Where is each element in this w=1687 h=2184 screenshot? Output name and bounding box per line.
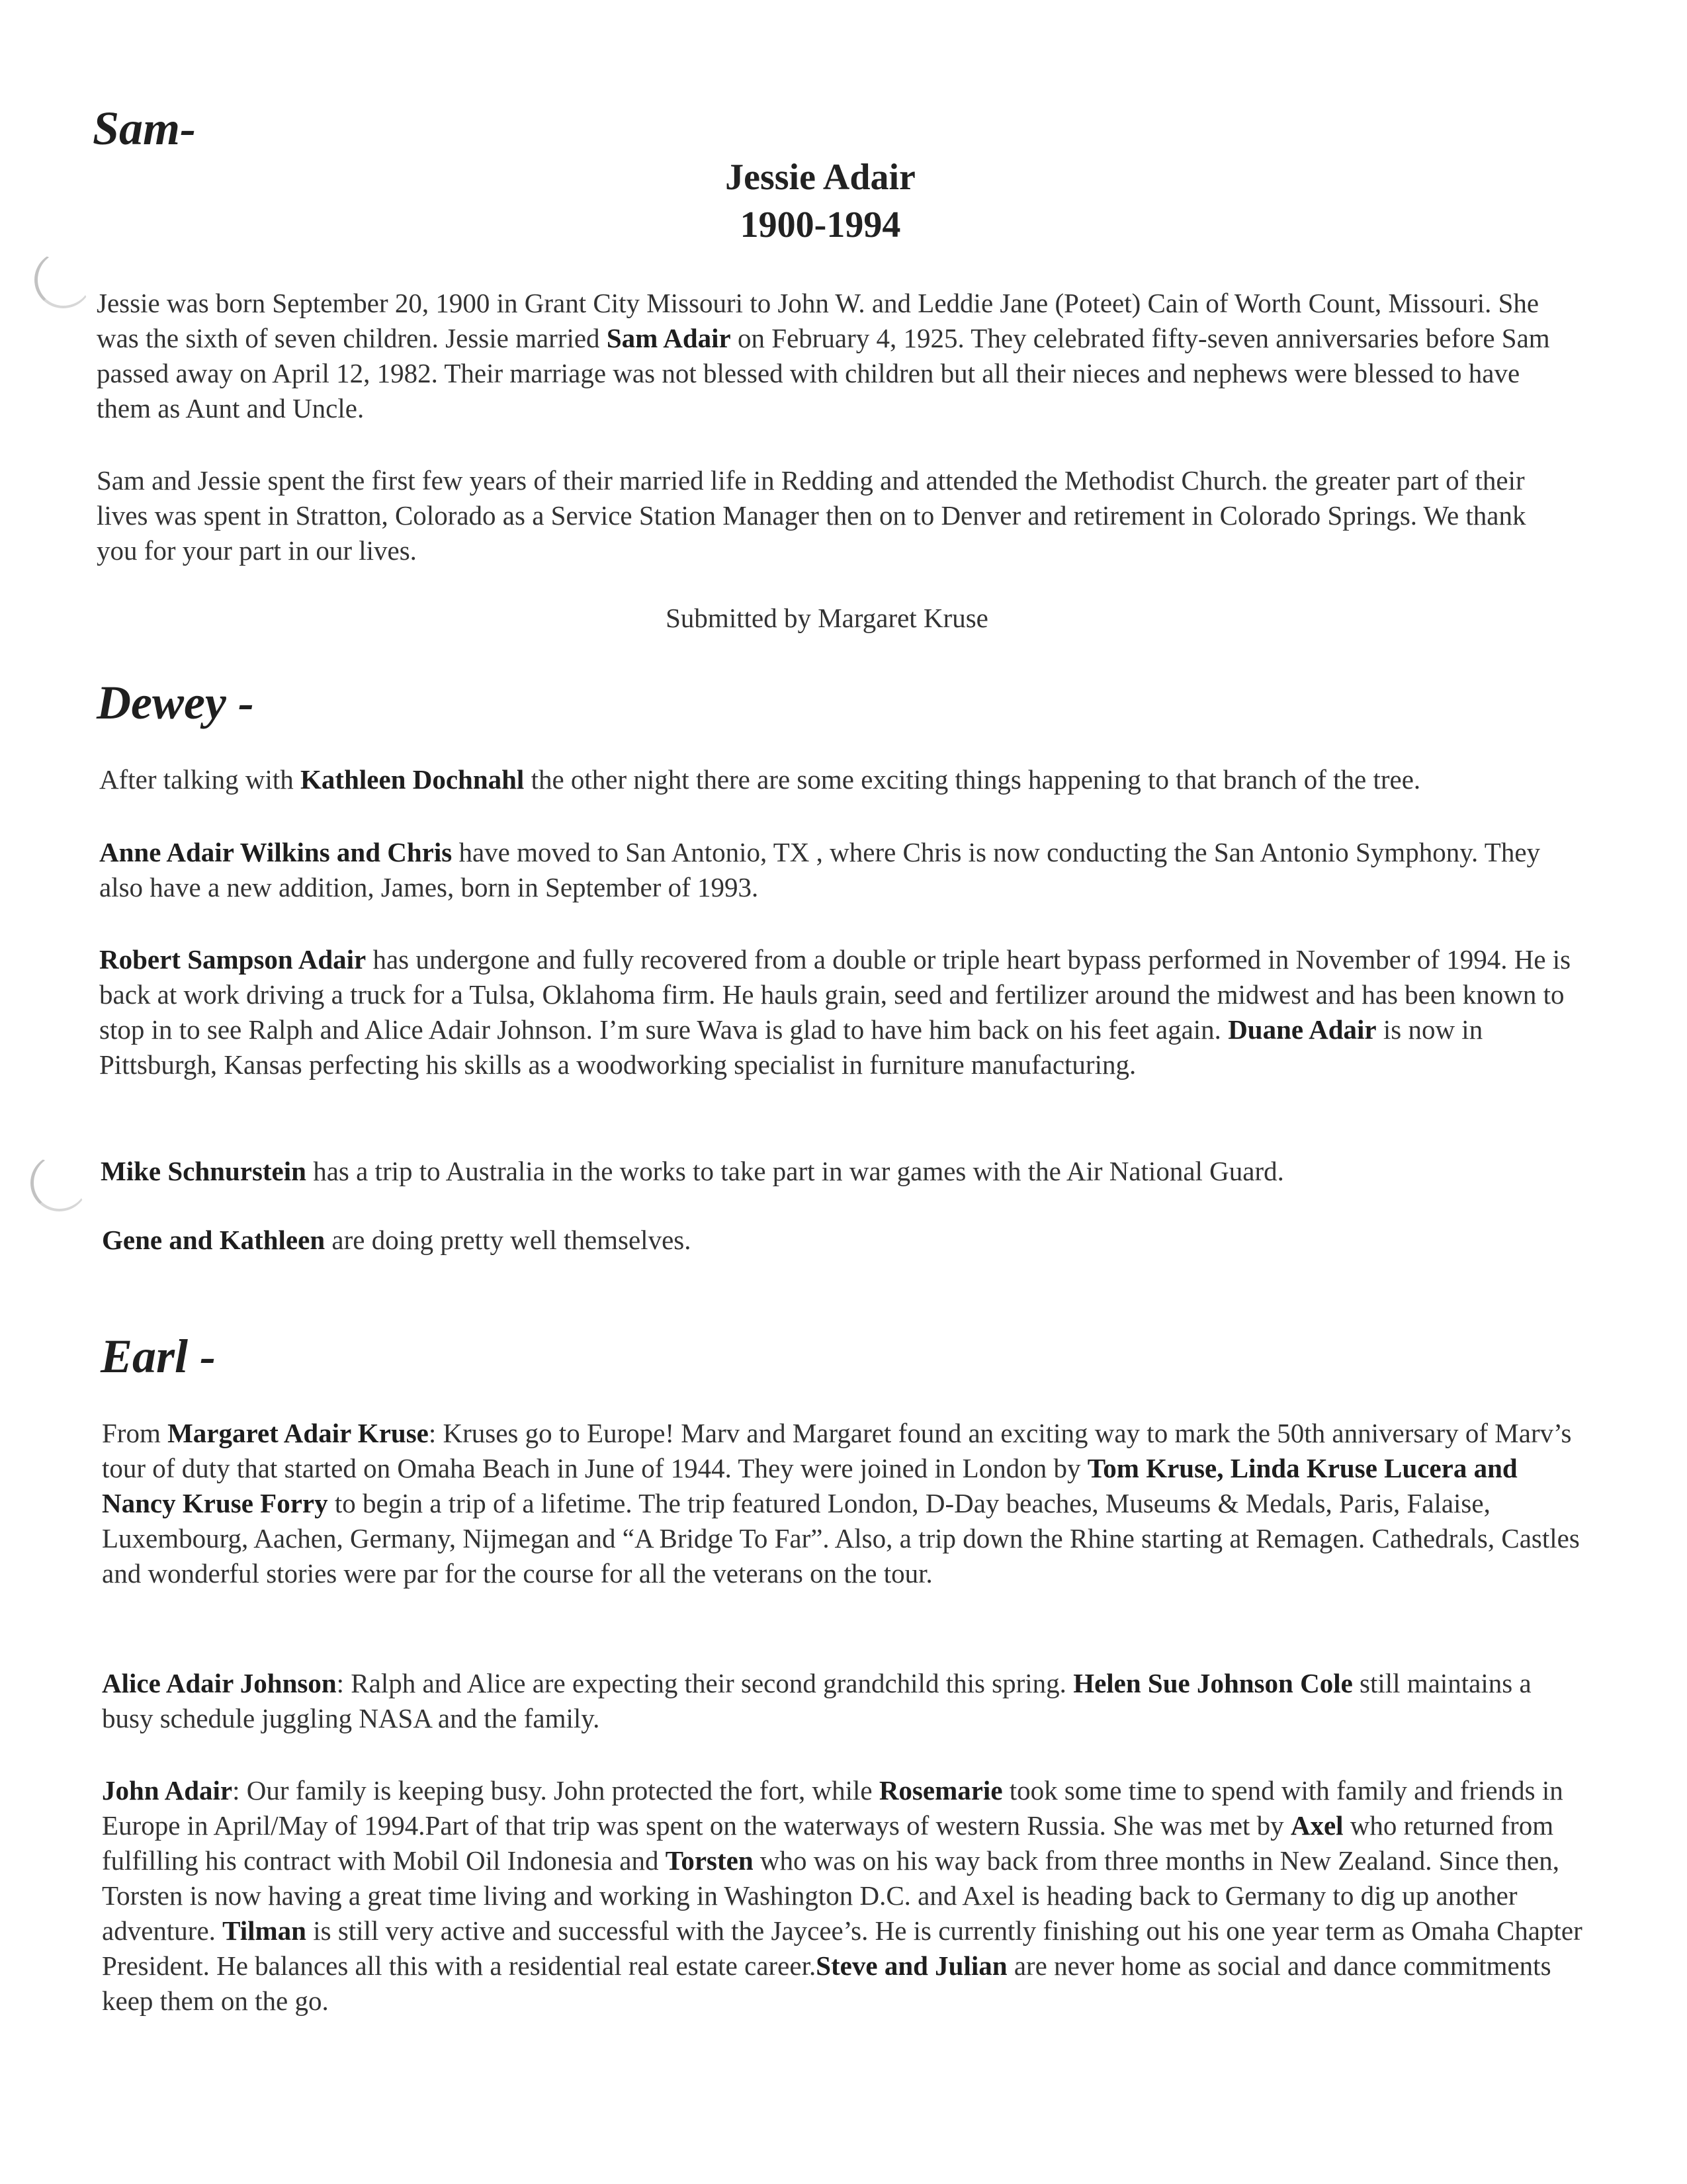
earl-paragraph-3: John Adair: Our family is keeping busy. John protected the fort, while Rosemarie took some time to spend with family and friends in Europe in April/May of 1994.Part of that trip was spent on the waterways of western Russia. She was met by Axel who returned from fulfilling his contract with Mobil Oil Indonesia and Torsten who was on his way back from three months in New Zealand. Since then, Torsten is now having a great time living and working in Washington D.C. and Axel is heading back to Germany to dig up another adventure. Tilman is still very active and successful with the Jaycee’s. He is currently finishing out his one year term as Omaha Chapter President. He balances all this with a residential real estate career.Steve and Julian are never home as social and dance commitments keep them on the go. (102, 1775, 1582, 2016)
submitted-by-line: Submitted by Margaret Kruse (666, 603, 988, 633)
earl-paragraph-1: From Margaret Adair Kruse: Kruses go to Europe! Marv and Margaret found an exciting way to mark the 50th anniversary of Marv’s tour of duty that started on Omaha Beach in June of 1944. They were joined in London by Tom Kruse, Linda Kruse Lucera and Nancy Kruse Forry to begin a trip of a lifetime. The trip featured London, D-Day beaches, Museums & Medals, Paris, Falaise, Luxembourg, Aachen, Germany, Nijmegan and “A Bridge To Far”. Also, a trip down the Rhine starting at Remagen. Cathedrals, Castles and wonderful stories were par for the course for all the veterans on the tour. (102, 1418, 1580, 1589)
punch-hole-mark (34, 251, 92, 308)
dewey-paragraph-5: Gene and Kathleen are doing pretty well themselves. (102, 1225, 691, 1255)
obituary-title-years: 1900-1994 (740, 204, 901, 245)
obituary-title-name: Jessie Adair (725, 157, 916, 198)
sam-paragraph-2: Sam and Jessie spent the first few years of their married life in Redding and attended the Methodist Church. the greater part of their lives was spent in Stratton, Colorado as a Service Station Manager then on to Denver and retirement in Colorado Springs. We thank you for your part in our lives. (97, 465, 1526, 566)
earl-paragraph-2: Alice Adair Johnson: Ralph and Alice are expecting their second grandchild this spring. Helen Sue Johnson Cole still maintains a busy schedule juggling NASA and the family. (102, 1668, 1532, 1733)
dewey-paragraph-2: Anne Adair Wilkins and Chris have moved to San Antonio, TX , where Chris is now conducting the San Antonio Symphony. They also have a new addition, James, born in September of 1993. (99, 837, 1541, 902)
dewey-paragraph-1: After talking with Kathleen Dochnahl the other night there are some exciting things happening to that branch of the tree. (99, 764, 1421, 795)
section-heading-dewey: Dewey - (97, 676, 254, 729)
sam-paragraph-1: Jessie was born September 20, 1900 in Grant City Missouri to John W. and Leddie Jane (Poteet) Cain of Worth Count, Missouri. She was the sixth of seven children. Jessie married Sam Adair on February 4, 1925. They celebrated fifty-seven anniversaries before Sam passed away on April 12, 1982. Their marriage was not blessed with children but all their nieces and nephews were blessed to have them as Aunt and Uncle. (97, 288, 1550, 423)
dewey-paragraph-3: Robert Sampson Adair has undergone and fully recovered from a double or triple heart bypass performed in November of 1994. He is back at work driving a truck for a Tulsa, Oklahoma firm. He hauls grain, seed and fertilizer around the midwest and has been known to stop in to see Ralph and Alice Adair Johnson. I’m sure Wava is glad to have him back on his feet again. Duane Adair is now in Pittsburgh, Kansas perfecting his skills as a woodworking specialist in furniture manufacturing. (99, 944, 1571, 1080)
section-heading-sam: Sam- (93, 102, 196, 155)
punch-hole-mark (30, 1155, 88, 1211)
dewey-paragraph-4: Mike Schnurstein has a trip to Australia in the works to take part in war games with the Air National Guard. (101, 1156, 1284, 1186)
section-heading-earl: Earl - (101, 1330, 216, 1383)
